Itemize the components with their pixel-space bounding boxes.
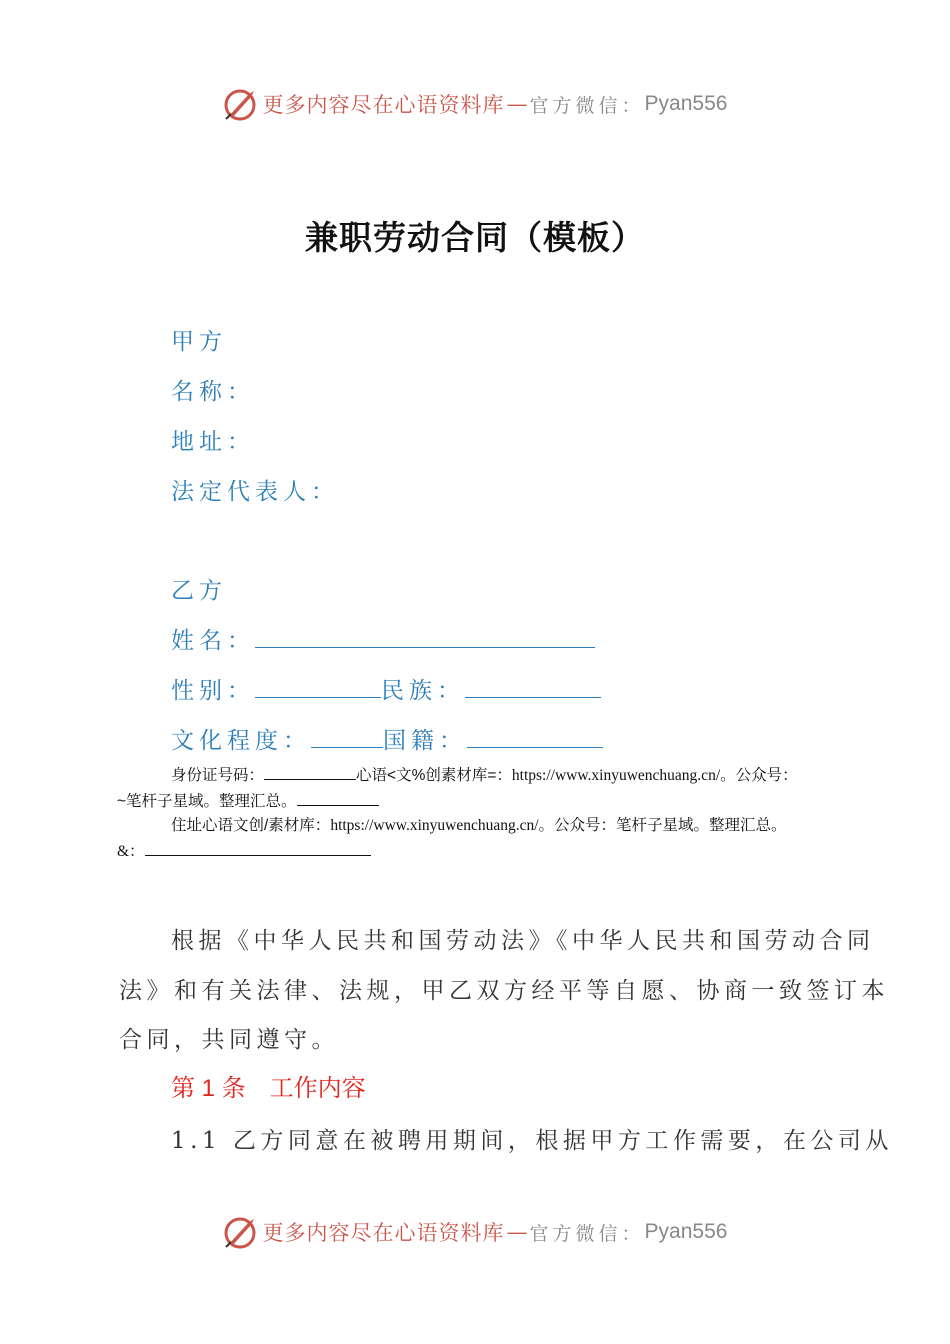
party-b-education-label: 文化程度： — [171, 728, 311, 754]
address-line-2-text: &： — [117, 843, 145, 860]
id-line-1 — [171, 763, 798, 785]
ethnic-blank[interactable] — [465, 677, 601, 698]
pen-logo-icon — [223, 1214, 259, 1250]
party-a-heading: 甲方 — [171, 329, 227, 355]
intro-line-3: 合同，共同遵守。 — [119, 1027, 339, 1053]
party-b-nationality-label: 国籍： — [383, 728, 467, 754]
address-tail: 。公众号：笔杆子星域。整理汇总。 — [538, 817, 787, 834]
address-line-1 — [171, 813, 787, 835]
name-blank[interactable] — [255, 627, 595, 648]
party-b-gender-row — [171, 672, 601, 705]
id-line-2-text: ~笔杆子星域。整理汇总。 — [117, 793, 297, 810]
pen-logo-icon — [223, 86, 259, 122]
party-a-address-label: 地址： — [171, 429, 255, 455]
banner-main-text: 更多内容尽在心语资料库 — [262, 1221, 505, 1245]
footer-banner — [0, 1212, 950, 1252]
banner-wechat-id: Pyan556 — [644, 92, 728, 115]
id-number-blank[interactable] — [264, 765, 356, 780]
banner-main-text: 更多内容尽在心语资料库 — [262, 93, 505, 117]
address-blank[interactable] — [145, 841, 371, 856]
address-label: 住址心语文创/素材库： — [171, 817, 331, 834]
banner-dash: — — [506, 92, 528, 116]
party-b-heading: 乙方 — [171, 578, 227, 604]
party-a-rep-label: 法定代表人： — [171, 479, 339, 505]
header-banner — [0, 84, 950, 124]
banner-wechat-id: Pyan556 — [644, 1220, 728, 1243]
party-b-name-label: 姓名： — [171, 628, 255, 654]
party-b-education-row — [171, 722, 603, 755]
intro-line-1: 根据《中华人民共和国劳动法》《中华人民共和国劳动合同 — [171, 928, 875, 954]
gender-blank[interactable] — [255, 677, 381, 698]
id-line-1-url: https://www.xinyuwenchuang.cn/ — [511, 767, 721, 784]
article-1-line-1: 1.1 乙方同意在被聘用期间，根据甲方工作需要，在公司从 — [171, 1128, 893, 1154]
intro-line-2: 法》和有关法律、法规，甲乙双方经平等自愿、协商一致签订本 — [119, 978, 889, 1004]
id-line-2 — [117, 789, 379, 811]
party-b-name-row — [171, 622, 595, 655]
party-a-name-label: 名称： — [171, 379, 255, 405]
address-line-2 — [117, 839, 371, 861]
id-line-1-tail: 。公众号： — [720, 767, 798, 784]
party-b-gender-label: 性别： — [171, 678, 255, 704]
nationality-blank[interactable] — [467, 727, 603, 748]
id-number-label: 身份证号码： — [171, 767, 265, 784]
party-b-ethnic-label: 民族： — [381, 678, 465, 704]
id-line-2-blank[interactable] — [297, 791, 379, 806]
banner-dash: — — [506, 1220, 528, 1244]
banner-sub-text: 官方微信： — [529, 94, 645, 117]
article-1-heading: 第 1 条 工作内容 — [171, 1075, 366, 1102]
document-title: 兼职劳动合同（模板） — [305, 218, 645, 257]
address-url: https://www.xinyuwenchuang.cn/ — [330, 817, 539, 834]
education-blank[interactable] — [311, 727, 383, 748]
id-line-1-text: 心语<文%创素材库=： — [356, 767, 512, 784]
banner-sub-text: 官方微信： — [529, 1222, 645, 1245]
